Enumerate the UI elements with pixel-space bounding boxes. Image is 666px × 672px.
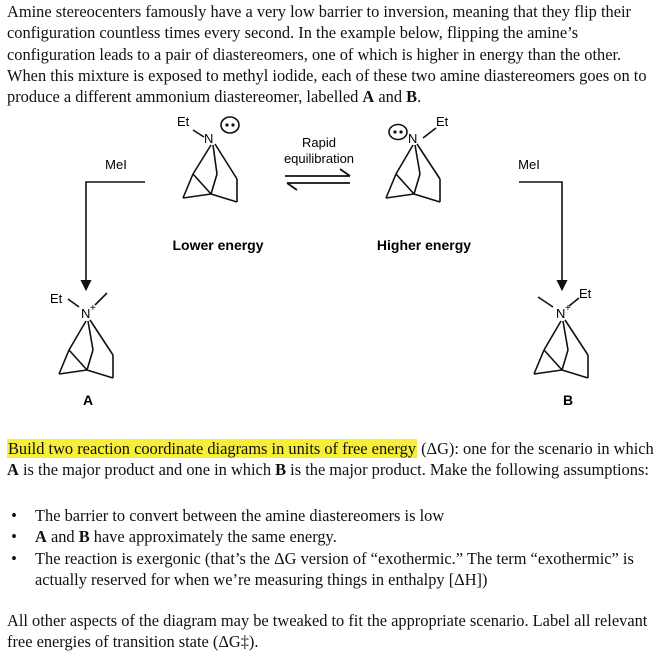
assumption-2-b: B [78, 527, 90, 547]
list-item [7, 505, 662, 526]
closing-paragraph [7, 610, 662, 653]
lower-energy-label: Lower energy [172, 237, 264, 253]
task-text-3: is the major product. Make the following assumptions: [286, 460, 649, 480]
nitrogen-label-lower: N [204, 131, 214, 146]
nitrogen-label-a: N [81, 306, 91, 321]
assumption-2-rest: have approximately the same energy. [89, 527, 337, 547]
product-label-b: B [562, 392, 574, 408]
intro-and: and [374, 87, 407, 107]
bullet-icon: • [11, 548, 17, 568]
assumptions-list [7, 505, 662, 590]
right-reagent-label: MeI [518, 157, 540, 172]
nitrogen-label-higher: N [408, 131, 418, 146]
task-highlighted-text: Build two reaction coordinate diagrams in units of free energy [8, 439, 416, 458]
nitrogen-label-b: N [556, 306, 566, 321]
intro-end: . [417, 87, 422, 107]
assumption-2-a: A [35, 527, 47, 547]
closing-text: All other aspects of the diagram may be tweaked to fit the appropriate scenario. Label all relevant free energies of transition state (ΔG‡). [7, 611, 648, 652]
intro-label-a: A [362, 87, 375, 107]
bullet-icon: • [11, 527, 17, 547]
product-label-a: A [82, 392, 94, 408]
left-reagent-label: MeI [105, 157, 127, 172]
lone-pair-dot-icon [225, 123, 228, 126]
equilibrium-label-line2: equilibration [283, 151, 355, 166]
intro-text: Amine stereocenters famously have a very low barrier to inversion, meaning that they flip their configuration countless times every second. In the example below, flipping the amine’s configuration leads to a pair of diastereomers, one of which is higher in energy than the other. When this mixture is exposed to methyl iodide, each of these two amine diastereomers goes on to produce a different ammonium diastereomer, labelled [7, 2, 647, 107]
lone-pair-dot-icon [231, 123, 234, 126]
right-reaction-arrow [519, 182, 562, 290]
list-item [7, 526, 662, 547]
task-paragraph [7, 438, 662, 481]
assumption-1: The barrier to convert between the amine diastereomers is low [35, 506, 445, 525]
ethyl-label-b: Et [579, 286, 592, 301]
nitrogen-charge-b: + [565, 303, 571, 314]
task-text-1: (ΔG): one for the scenario in which [416, 439, 654, 458]
reaction-scheme [0, 112, 666, 430]
nitrogen-charge-a: + [90, 303, 96, 314]
list-item [7, 548, 662, 591]
ethyl-label-lower: Et [177, 114, 190, 129]
ethyl-label-a: Et [50, 291, 63, 306]
task-label-b: B [275, 460, 287, 480]
equilibrium-label-line1: Rapid [302, 135, 336, 150]
higher-energy-label: Higher energy [376, 237, 472, 253]
assumption-3: The reaction is exergonic (that’s the ΔG version of “exothermic.” The term “exothermic” is actually reserved for when we’re measuring things in enthalpy [ΔH]) [35, 548, 634, 589]
lone-pair-dot-icon [399, 130, 402, 133]
amine-lower-energy-structure [183, 117, 239, 202]
left-reaction-arrow [86, 182, 145, 290]
lone-pair-dot-icon [393, 130, 396, 133]
bullet-icon: • [11, 506, 17, 525]
intro-paragraph [7, 1, 662, 107]
assumption-2-and: and [46, 527, 79, 547]
task-text-2: is the major product and one in which [18, 460, 276, 480]
intro-label-b: B [406, 87, 418, 107]
ethyl-label-higher: Et [436, 114, 449, 129]
task-label-a: A [7, 460, 19, 480]
equilibrium-arrows-icon [285, 169, 350, 190]
